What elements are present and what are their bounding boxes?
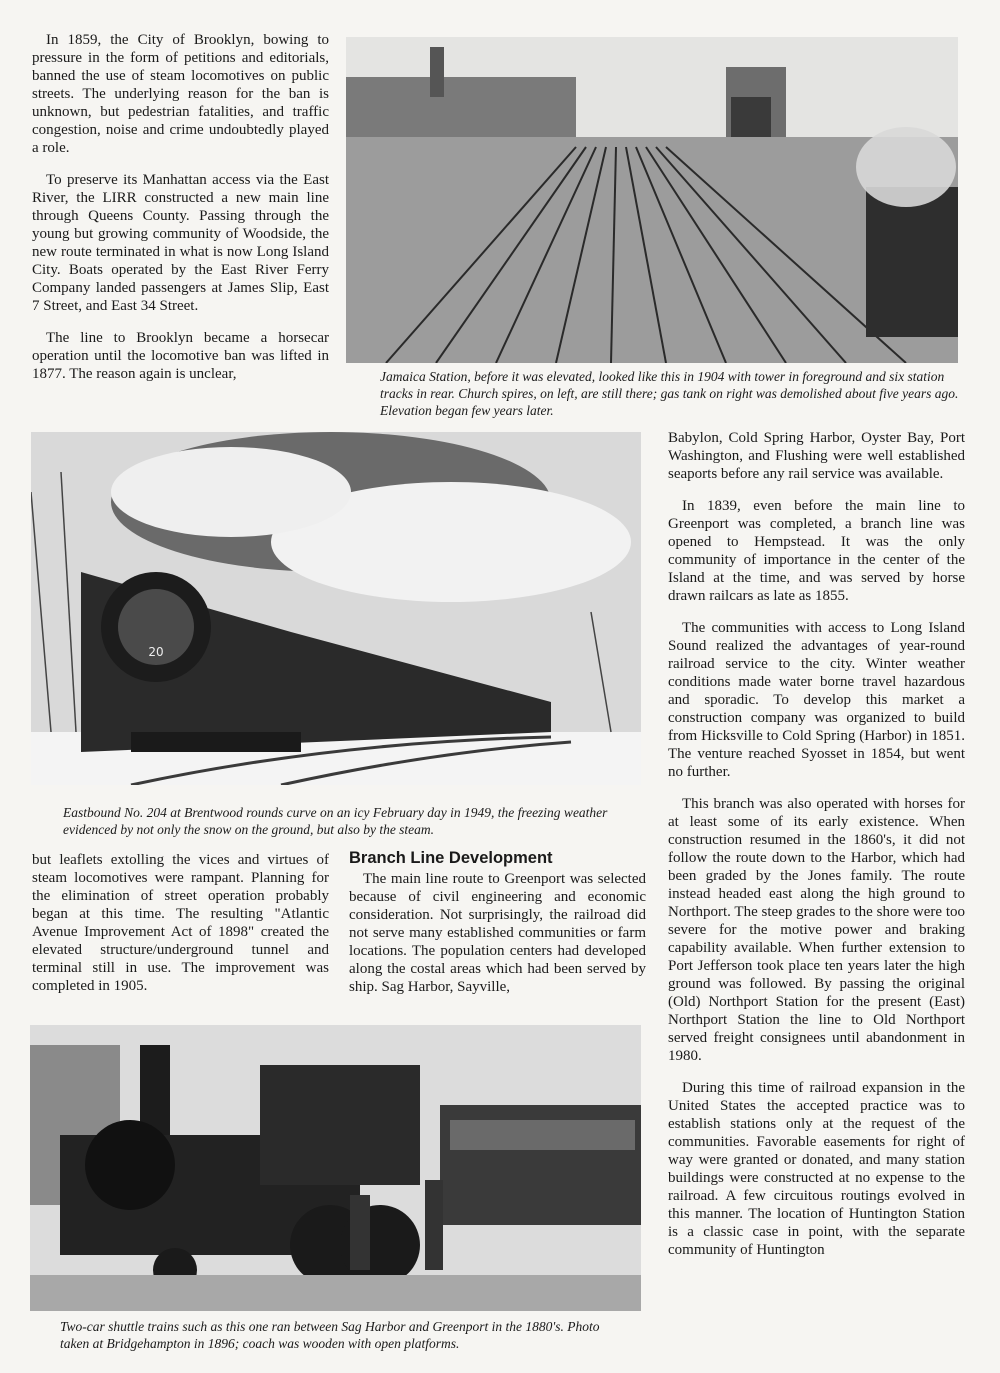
column-left-middle: [32, 851, 329, 1009]
bridgehampton-photo: [30, 1025, 641, 1311]
paragraph: The main line route to Greenport was selected because of civil engineering and economic consideration. Not surprisingly, the railroad did not serve many established communities or farm locations. The population centers had developed along the costal areas which had been served by ship. Sag Harbor, Sayville,: [349, 871, 646, 995]
paragraph: To preserve its Manhattan access via the East River, the LIRR constructed a new main line through Queens County. Passing through the young but growing community of Woodside, the new route terminated in what is now Long Island City. Boats operated by the East River Ferry Company landed passengers at James Slip, East 7 Street, and East 34 Street.: [32, 172, 329, 314]
paragraph: but leaflets extolling the vices and virtues of steam locomotives were rampant. Planning for the elimination of street operation probably began at this time. The resulting "Atlantic Avenue Improvement Act of 1898" created the elevated structure/underground tunnel and terminal still in use. The improvement was completed in 1905.: [32, 852, 329, 994]
engine-number-plate: 20: [148, 645, 164, 659]
jamaica-station-caption: Jamaica Station, before it was elevated, looked like this in 1904 with tower in foreground and six station tracks in rear. Church spires, on left, are still there; gas tank on right was demolished about five years ago. Elevation began few years later.: [380, 369, 959, 418]
bridgehampton-caption: Two-car shuttle trains such as this one ran between Sag Harbor and Greenport in the 1880's. Photo taken at Bridgehampton in 1896; coach was wooden with open platforms.: [60, 1319, 600, 1351]
column-left-top: [32, 31, 329, 383]
paragraph: The communities with access to Long Island Sound realized the advantages of year-round railroad service to the city. Winter weather conditions made water borne travel hazardous and sporadic. To develop this market a construction company was organized to build from Hicksville to Cold Spring (Harbor) in 1851. The venture reached Syosset in 1854, but went no further.: [668, 620, 965, 780]
paragraph: In 1859, the City of Brooklyn, bowing to pressure in the form of petitions and editorials, banned the use of steam locomotives on public streets. The underlying reason for the ban is unknown, but pedestrian fatalities, and traffic congestion, noise and crime undoubtedly played a role.: [32, 32, 329, 156]
paragraph: This branch was also operated with horses for at least some of its early existence. When construction resumed in the 1860's, it did not follow the route down to the Harbor, which had been graded by the Jones family. The route instead headed east along the high ground to Northport. The steep grades to the shore were too severe for the motive power and braking capability available. When further extension to Port Jefferson took place ten years later the high ground was followed. By passing the original (Old) Northport Station for the present (East) Northport Station the line to Old Northport served freight consignees until abandonment in 1980.: [668, 796, 965, 1064]
paragraph: During this time of railroad expansion in the United States the accepted practice was to establish stations only at the request of the communities. Favorable easements for right of way were granted or donated, and many station buildings were constructed at no expense to the railroad. A few circuitous routings evolved in this manner. The location of Huntington Station is a classic case in point, with the separate community of Huntington: [668, 1080, 965, 1258]
column-right: [668, 429, 965, 1259]
jamaica-station-photo: [346, 37, 958, 363]
paragraph: In 1839, even before the main line to Greenport was completed, a branch line was opened to Hempstead. It was the only community of importance in the center of the Island at the time, and was served by horse drawn railcars as late as 1855.: [668, 498, 965, 604]
column-center: [349, 870, 646, 1010]
brentwood-caption: Eastbound No. 204 at Brentwood rounds curve on an icy February day in 1949, the freezing weather evidenced by not only the snow on the ground, but also by the steam.: [63, 805, 608, 837]
paragraph: Babylon, Cold Spring Harbor, Oyster Bay, Port Washington, and Flushing were well established seaports before any rail service was available.: [668, 430, 965, 482]
brentwood-photo: [31, 432, 641, 785]
section-heading: Branch Line Development: [349, 849, 553, 867]
paragraph: The line to Brooklyn became a horsecar operation until the locomotive ban was lifted in 1877. The reason again is unclear,: [32, 330, 329, 382]
